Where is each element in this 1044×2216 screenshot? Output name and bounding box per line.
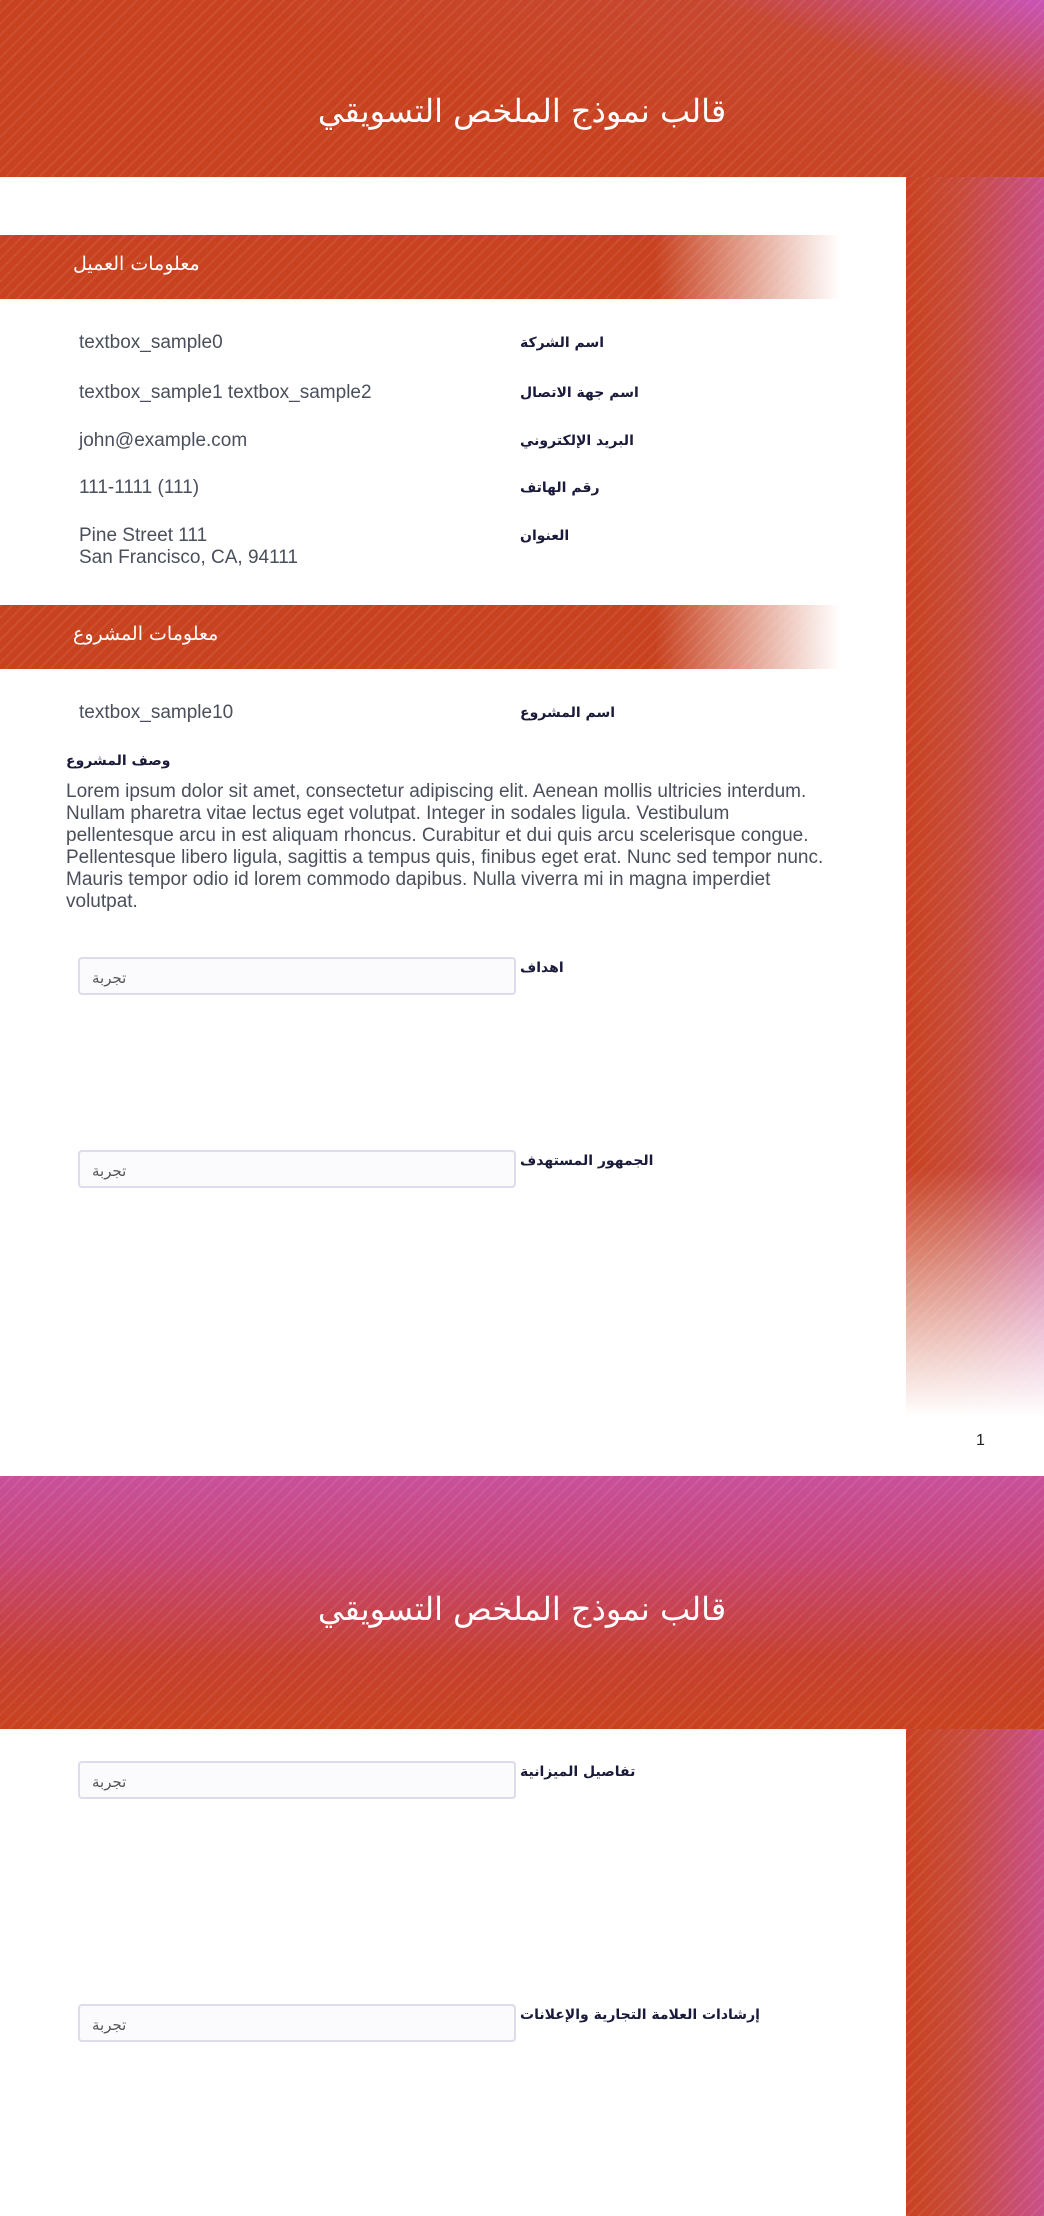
- page-2: [0, 1476, 1044, 2216]
- page-title: قالب نموذج الملخص التسويقي: [317, 92, 727, 130]
- email-value: john@example.com: [79, 430, 248, 451]
- phone-value: 111-1111 (111): [79, 477, 200, 498]
- address-label: العنوان: [520, 528, 570, 544]
- address-line2-value: San Francisco, CA, 94111: [79, 547, 298, 568]
- project-name-label: اسم المشروع: [520, 705, 616, 721]
- email-label: البريد الإلكتروني: [520, 433, 634, 449]
- address-line1-value: Pine Street 111: [79, 525, 208, 546]
- budget-details-input[interactable]: تجربة: [78, 1761, 516, 1799]
- project-section-header: [0, 605, 840, 669]
- project-name-value: textbox_sample10: [79, 702, 234, 723]
- project-section-title: معلومات المشروع: [73, 623, 219, 645]
- brand-guidelines-input[interactable]: تجربة: [78, 2004, 516, 2042]
- brand-guidelines-label: إرشادات العلامة التجارية والإعلانات: [520, 2007, 760, 2023]
- company-name-value: textbox_sample0: [79, 332, 223, 353]
- decorative-side-bar: [906, 1729, 1044, 2216]
- project-description-text: Lorem ipsum dolor sit amet, consectetur adipiscing elit. Aenean mollis ultricies interdum. Nullam pharetra vitae lectus eget volutpat. Integer in sodales ligula. Vestibulum pellentesque arcu in est aliquam rhoncus. Curabitur et dui quis arcu scelerisque congue. Pellentesque libero ligula, sagittis a tempus quis, finibus eget erat. Nunc sed tempor nunc. Mauris tempor odio id lorem commodo dapibus. Nulla viverra mi in magna imperdiet volutpat.: [66, 781, 824, 912]
- contact-name-value: textbox_sample1 textbox_sample2: [79, 382, 372, 403]
- page-header: [0, 1476, 1044, 1729]
- page-number: 1: [976, 1432, 985, 1449]
- contact-name-label: اسم جهة الاتصال: [520, 385, 639, 401]
- goals-input[interactable]: تجربة: [78, 957, 516, 995]
- goals-label: اهداف: [520, 960, 564, 976]
- company-name-label: اسم الشركة: [520, 335, 605, 351]
- page-title: قالب نموذج الملخص التسويقي: [317, 1590, 727, 1628]
- project-description-label: وصف المشروع: [66, 753, 171, 769]
- target-audience-input[interactable]: تجربة: [78, 1150, 516, 1188]
- decorative-side-bar: [906, 177, 1044, 1417]
- phone-label: رقم الهاتف: [520, 480, 600, 496]
- budget-details-label: تفاصيل الميزانية: [520, 1764, 636, 1780]
- client-section-header: [0, 235, 840, 299]
- client-section-title: معلومات العميل: [73, 253, 200, 275]
- target-audience-label: الجمهور المستهدف: [520, 1153, 654, 1169]
- page-header: [0, 0, 1044, 177]
